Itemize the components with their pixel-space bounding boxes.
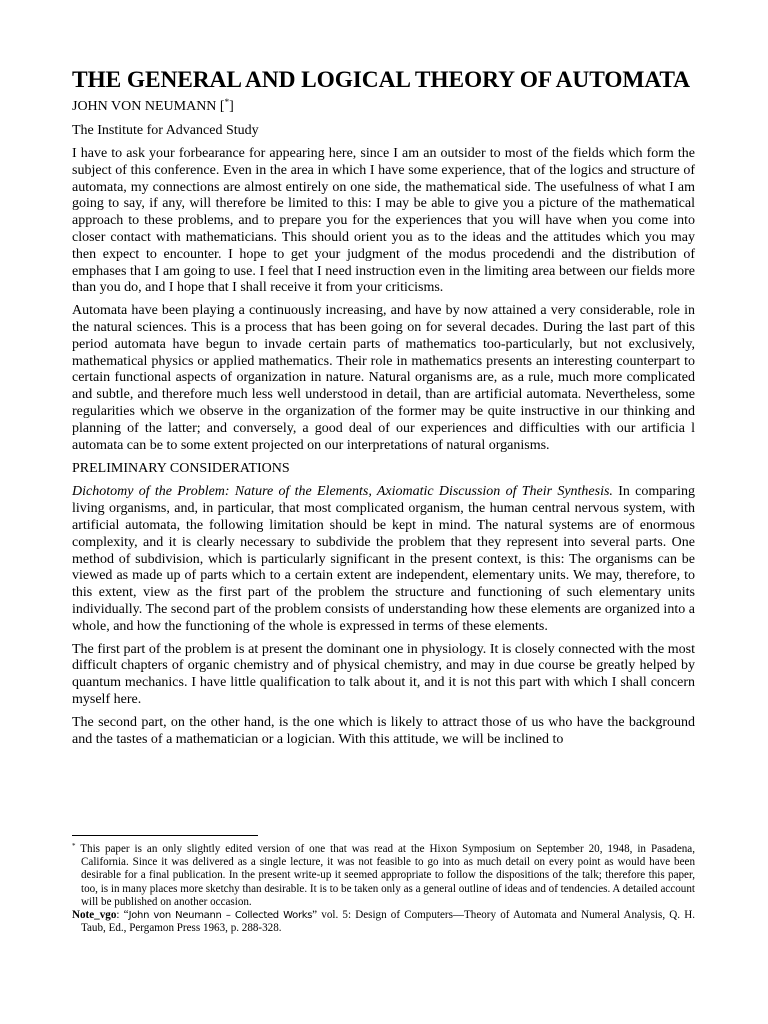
section-heading: PRELIMINARY CONSIDERATIONS — [72, 461, 290, 477]
footnote-body: This paper is an only slightly edited version of one that was read at the Hixon Symposium on September 20, 1948, in Pasadena, California. Since it was delivered as a single lecture, it was not feasible to go into as much detail on every point as would have been desirable for a final publication. In the present write-up it seemed appropriate to follow the dispositions of the talk; therefore this paper, too, is in many places more sketchy than desirable. It is to be taken only as a general outline of ideas and of tendencies. A detailed account will be published on another occasion. — [80, 843, 695, 908]
author-close-bracket: ] — [229, 99, 234, 114]
subsection-title: Dichotomy of the Problem: Nature of the Elements, Axiomatic Discussion of Their Synthesis. — [72, 484, 613, 500]
note-label: Note_vgo — [72, 909, 117, 922]
paragraph-dichotomy — [72, 484, 695, 635]
institution: The Institute for Advanced Study — [72, 123, 259, 138]
editor-note — [72, 909, 695, 935]
note-quoted-title: John von Neumann – Collected Works — [128, 910, 313, 922]
paragraph-second-part: The second part, on the other hand, is the one which is likely to attract those of us who have the background and the tastes of a mathematician or a logician. With this attitude, we will be inclined to — [72, 714, 695, 747]
author-name: JOHN VON NEUMANN — [72, 99, 217, 114]
author-open-bracket: [ — [219, 99, 225, 114]
paragraph-first-part: The first part of the problem is at present the dominant one in physiology. It is closely connected with the most difficult chapters of organic chemistry and of physical chemistry, and may in due course be greatly helped by quantum mechanics. I have little qualification to talk about it, and it is not this part with which I shall concern myself here. — [72, 641, 695, 707]
paragraph-automata: Automata have been playing a continuously increasing, and have by now attained a very considerable, role in the natural sciences. This is a process that has been going on for several decades. During the last part of this period automata have begun to invade certain parts of mathematics too-particularly, but not exclusively, mathematical physics or applied mathematics. Their role in mathematics presents an interesting counterpart to certain functional aspects of organization in nature. Natural organisms are, as a rule, much more complicated and subtle, and therefore much less well understood in detail, than are artificial automata. Nevertheless, some regularities which we observe in the organization of the former may be quite instructive in our thinking and planning of the latter; and conversely, a good deal of our experiences and difficulties with our artificia l automata can be to some extent projected on our interpretations of natural organisms. — [72, 303, 695, 453]
note-rest: vol. 5: Design of Computers—Theory of Automata and Numeral Analysis, Q. H. Taub, Ed., Pergamon Press 1963, p. 288-328. — [81, 909, 696, 935]
note-quote-open: “ — [123, 909, 129, 922]
footnote-text — [72, 843, 695, 909]
author-line — [72, 98, 695, 116]
footnote-reference[interactable]: * — [224, 97, 230, 107]
note-quote-close: ” — [312, 909, 318, 922]
paragraph-intro: I have to ask your forbearance for appearing here, since I am an outsider to most of the fields which form the subject of this conference. Even in the area in which I have some experience, that of the logics and structure of automata, my connections are almost entirely on one side, the mathematical side. The usefulness of what I am going to say, if any, will therefore be limited to this: I may be able to give you a picture of the mathematical approach to these problems, and to prepare you for the experiences that you will have when you come into closer contact with mathematicians. This should orient you as to the ideas and the attitudes which you may then expect to encounter. I hope to get your judgment of the modus procedendi and the distribution of emphases that I am going to use. I feel that I need instruction even in the limiting area between our fields more than you do, and I hope that I shall receive it from your criticisms. — [72, 146, 695, 296]
footnotes — [72, 835, 695, 935]
note-colon: : — [116, 909, 124, 922]
subsection-text: In comparing living organisms, and, in particular, that most complicated organism, the human central nervous system, with artificial automata, the following limitation should be kept in mind. The natural systems are of enormous complexity, and it is clearly necessary to subdivide the problem that they represent into several parts. One method of subdivision, which is particularly significant in the present context, is this: The organisms can be viewed as made up of parts which to a certain extent are independent, elementary units. We may, therefore, to this extent, view as the first part of the problem the structure and functioning of such elementary units individually. The second part of the problem consists of understanding how these elements are organized into a whole, and how the functioning of the whole is expressed in terms of these elements. — [72, 484, 695, 634]
footnote-marker: * — [72, 842, 76, 850]
footnote-divider — [72, 835, 258, 836]
page-title: THE GENERAL AND LOGICAL THEORY OF AUTOMATA — [72, 67, 690, 93]
document-page — [72, 66, 695, 748]
